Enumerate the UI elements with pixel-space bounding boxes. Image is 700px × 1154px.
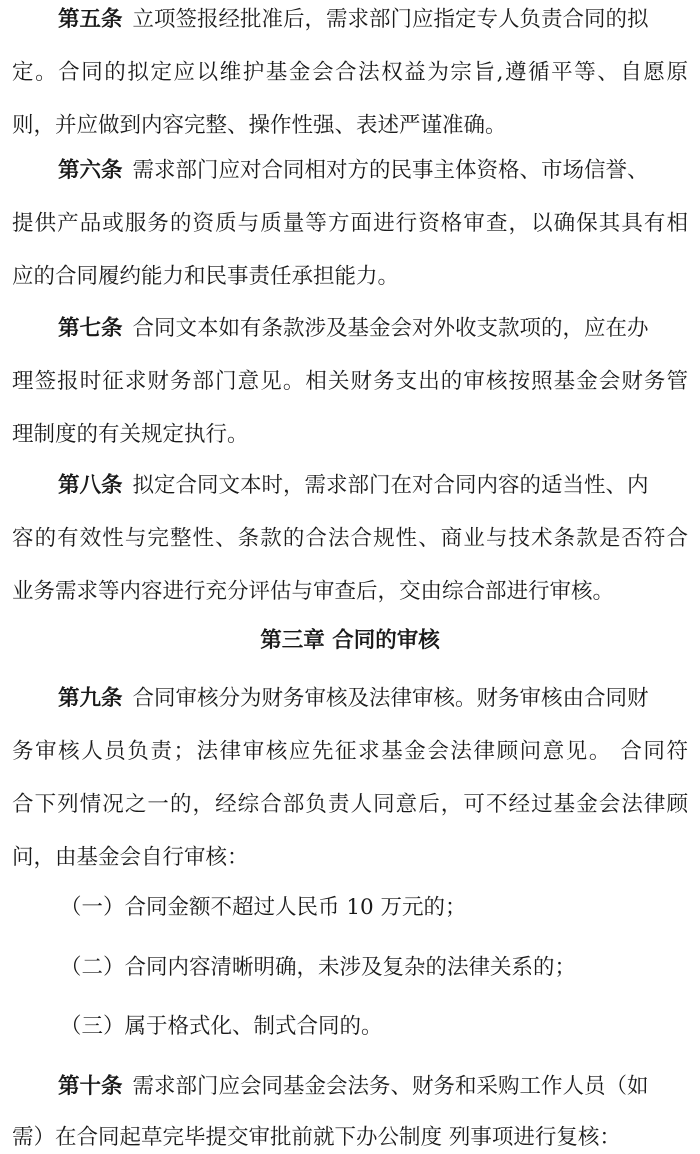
article-9-first-line bbox=[58, 684, 688, 714]
article-5-text: 立项签报经批准后，需求部门应指定专人负责合同的拟 bbox=[132, 7, 649, 32]
article-5-first-line bbox=[58, 5, 688, 35]
list-item-2: （二）合同内容清晰明确，未涉及复杂的法律关系的； bbox=[60, 955, 577, 980]
article-6-line-3: 应的合同履约能力和民事责任承担能力。 bbox=[12, 264, 400, 289]
article-6-line-2: 提供产品或服务的资质与质量等方面进行资格审查，以确保其具有相 bbox=[12, 211, 688, 236]
list-item-3: （三）属于格式化、制式合同的。 bbox=[60, 1014, 383, 1039]
article-8-text: 拟定合同文本时，需求部门在对合同内容的适当性、内 bbox=[132, 473, 649, 498]
article-10-first-line bbox=[58, 1072, 688, 1102]
article-9-label: 第九条 bbox=[58, 686, 123, 711]
article-9-line-4: 问，由基金会自行审核： bbox=[12, 845, 249, 870]
article-8-label: 第八条 bbox=[58, 473, 123, 498]
article-8-line-3: 业务需求等内容进行充分评估与审查后，交由综合部进行审核。 bbox=[12, 579, 615, 604]
chapter-heading: 第三章 合同的审核 bbox=[260, 628, 440, 653]
list-item-1: （一）合同金额不超过人民币 10 万元的； bbox=[60, 895, 467, 920]
article-5-line-2: 定。合同的拟定应以维护基金会合法权益为宗旨,遵循平等、自愿原 bbox=[12, 60, 688, 85]
article-6-label: 第六条 bbox=[58, 158, 123, 183]
article-10-text: 需求部门应会同基金会法务、财务和采购工作人员（如 bbox=[132, 1074, 649, 1099]
article-10-label: 第十条 bbox=[58, 1074, 123, 1099]
article-10-line-2: 需）在合同起草完毕提交审批前就下办公制度 列事项进行复核： bbox=[12, 1125, 621, 1150]
article-8-line-2: 容的有效性与完整性、条款的合法合规性、商业与技术条款是否符合 bbox=[12, 526, 688, 551]
article-9-text: 合同审核分为财务审核及法律审核。财务审核由合同财 bbox=[132, 686, 649, 711]
article-5-line-3: 则，并应做到内容完整、操作性强、表述严谨准确。 bbox=[12, 113, 507, 138]
article-5-label: 第五条 bbox=[58, 7, 123, 32]
article-8-first-line bbox=[58, 471, 688, 501]
article-6-text: 需求部门应对合同相对方的民事主体资格、市场信誉、 bbox=[132, 158, 649, 183]
article-9-line-3: 合下列情况之一的，经综合部负责人同意后，可不经过基金会法律顾 bbox=[12, 792, 688, 817]
article-7-first-line bbox=[58, 314, 688, 344]
article-7-line-3: 理制度的有关规定执行。 bbox=[12, 422, 249, 447]
article-7-label: 第七条 bbox=[58, 316, 123, 341]
article-7-line-2: 理签报时征求财务部门意见。相关财务支出的审核按照基金会财务管 bbox=[12, 369, 688, 394]
article-6-first-line bbox=[58, 156, 688, 186]
article-9-line-2: 务审核人员负责；法律审核应先征求基金会法律顾问意见。 合同符 bbox=[12, 739, 688, 764]
article-7-text: 合同文本如有条款涉及基金会对外收支款项的，应在办 bbox=[132, 316, 649, 341]
